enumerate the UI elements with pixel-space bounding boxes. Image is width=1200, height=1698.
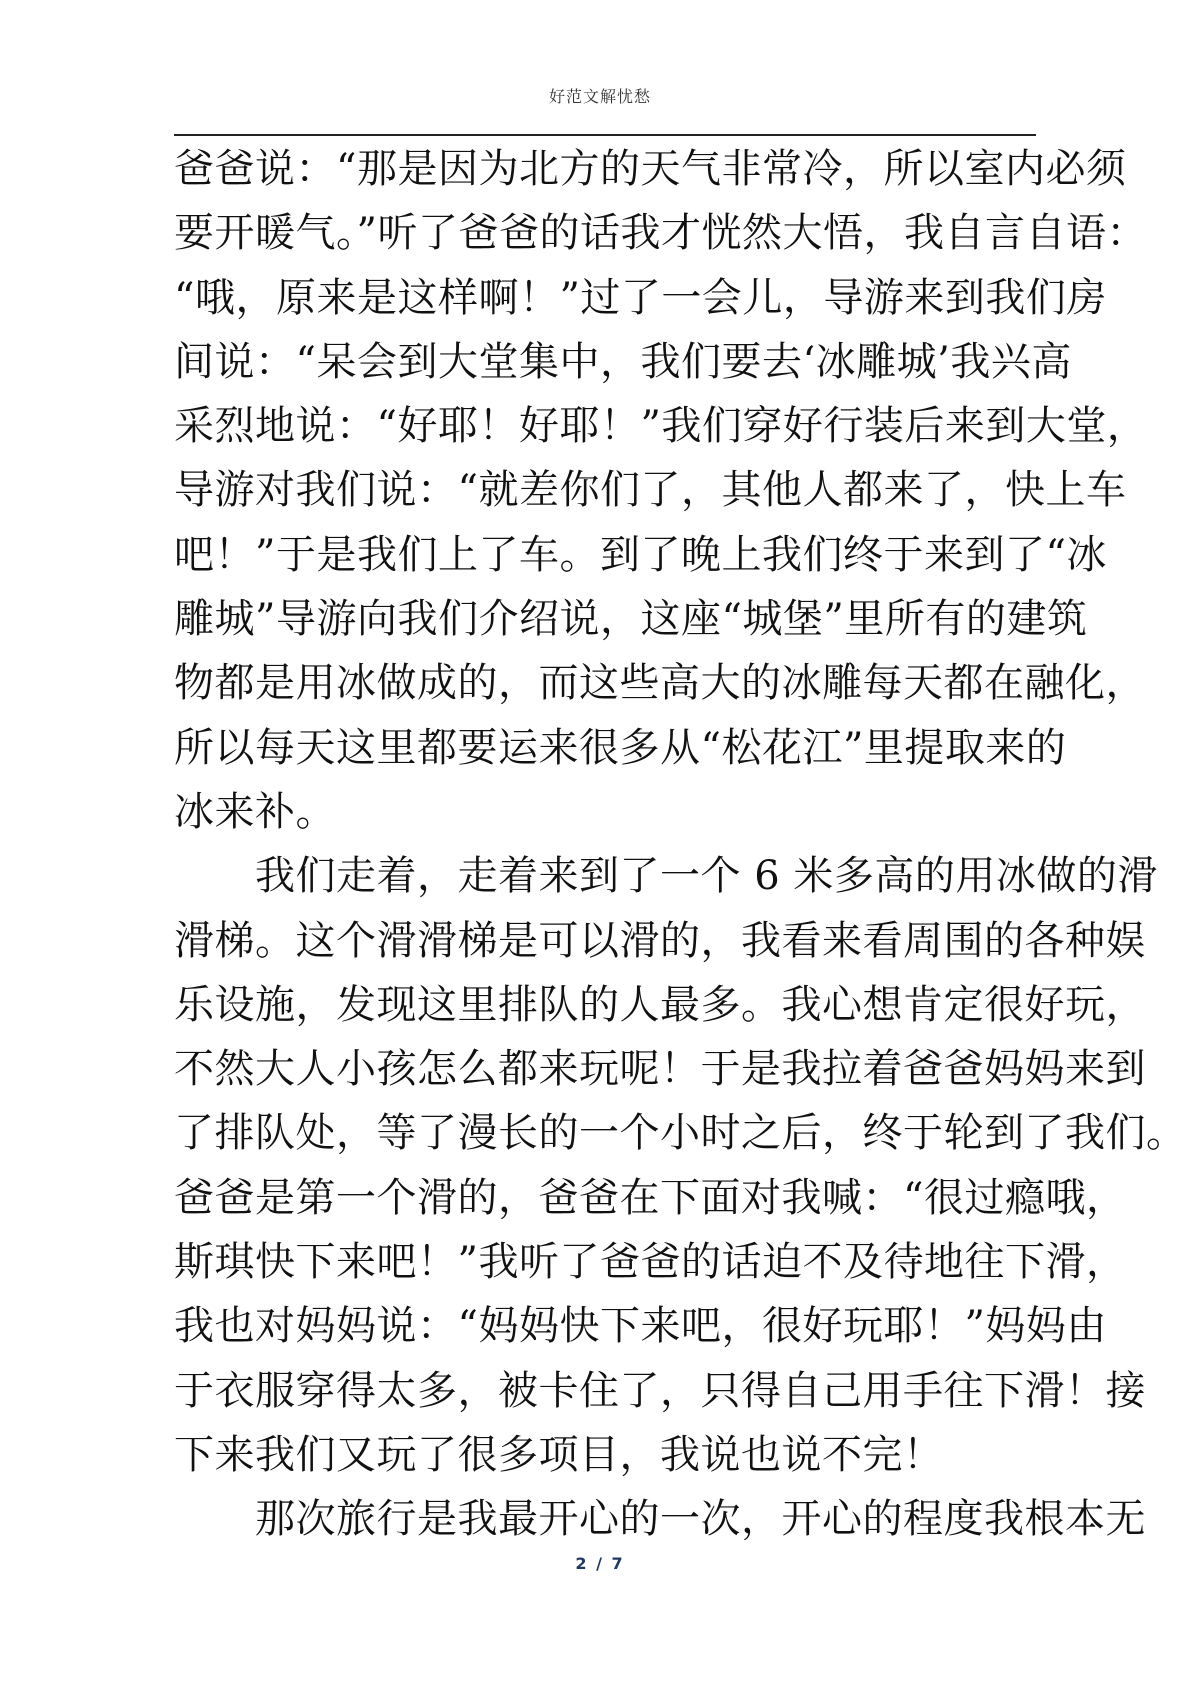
text-line: 乐设施，发现这里排队的人最多。我心想肯定很好玩， xyxy=(174,981,1146,1028)
text-line: 那次旅行是我最开心的一次，开心的程度我根本无 xyxy=(174,1496,1146,1543)
text-line: 雕城”导游向我们介绍说，这座“城堡”里所有的建筑 xyxy=(174,596,1088,643)
text-line: 间说：“呆会到大堂集中，我们要去‘冰雕城’我兴高 xyxy=(174,338,1072,385)
text-line: 于衣服穿得太多，被卡住了，只得自己用手往下滑！接 xyxy=(174,1367,1146,1414)
text-line: “哦，原来是这样啊！”过了一会儿，导游来到我们房 xyxy=(174,274,1107,321)
page-number: 2 / 7 xyxy=(575,1554,625,1573)
text-line: 爸爸是第一个滑的，爸爸在下面对我喊：“很过瘾哦， xyxy=(174,1174,1127,1221)
text-line: 冰来补。 xyxy=(174,788,336,835)
text-line: 斯琪快下来吧！”我听了爸爸的话迫不及待地往下滑， xyxy=(174,1239,1127,1286)
page-header-title: 好范文解忧愁 xyxy=(548,87,651,106)
text-line: 采烈地说：“好耶！好耶！”我们穿好行装后来到大堂， xyxy=(174,403,1148,450)
text-line: 下来我们又玩了很多项目，我说也说不完！ xyxy=(174,1431,944,1478)
text-line: 要开暖气。”听了爸爸的话我才恍然大悟，我自言自语： xyxy=(174,210,1147,257)
text-line: 导游对我们说：“就差你们了，其他人都来了，快上车 xyxy=(174,467,1127,514)
text-line: 物都是用冰做成的，而这些高大的冰雕每天都在融化， xyxy=(174,660,1146,707)
text-line: 所以每天这里都要运来很多从“松花江”里提取来的 xyxy=(174,724,1067,771)
text-line: 我也对妈妈说：“妈妈快下来吧，很好玩耶！”妈妈由 xyxy=(174,1303,1107,1350)
text-line: 了排队处，等了漫长的一个小时之后，终于轮到了我们。 xyxy=(174,1110,1187,1157)
document-body xyxy=(174,137,1187,1552)
header-divider xyxy=(174,134,1036,136)
text-line: 吧！”于是我们上了车。到了晚上我们终于来到了“冰 xyxy=(174,531,1107,578)
text-line: 爸爸说：“那是因为北方的天气非常冷，所以室内必须 xyxy=(174,146,1127,192)
text-line: 我们走着，走着来到了一个 6 米多高的用冰做的滑 xyxy=(174,853,1158,900)
text-line: 滑梯。这个滑滑梯是可以滑的，我看来看周围的各种娱 xyxy=(174,917,1146,964)
text-line: 不然大人小孩怎么都来玩呢！于是我拉着爸爸妈妈来到 xyxy=(174,1046,1146,1093)
